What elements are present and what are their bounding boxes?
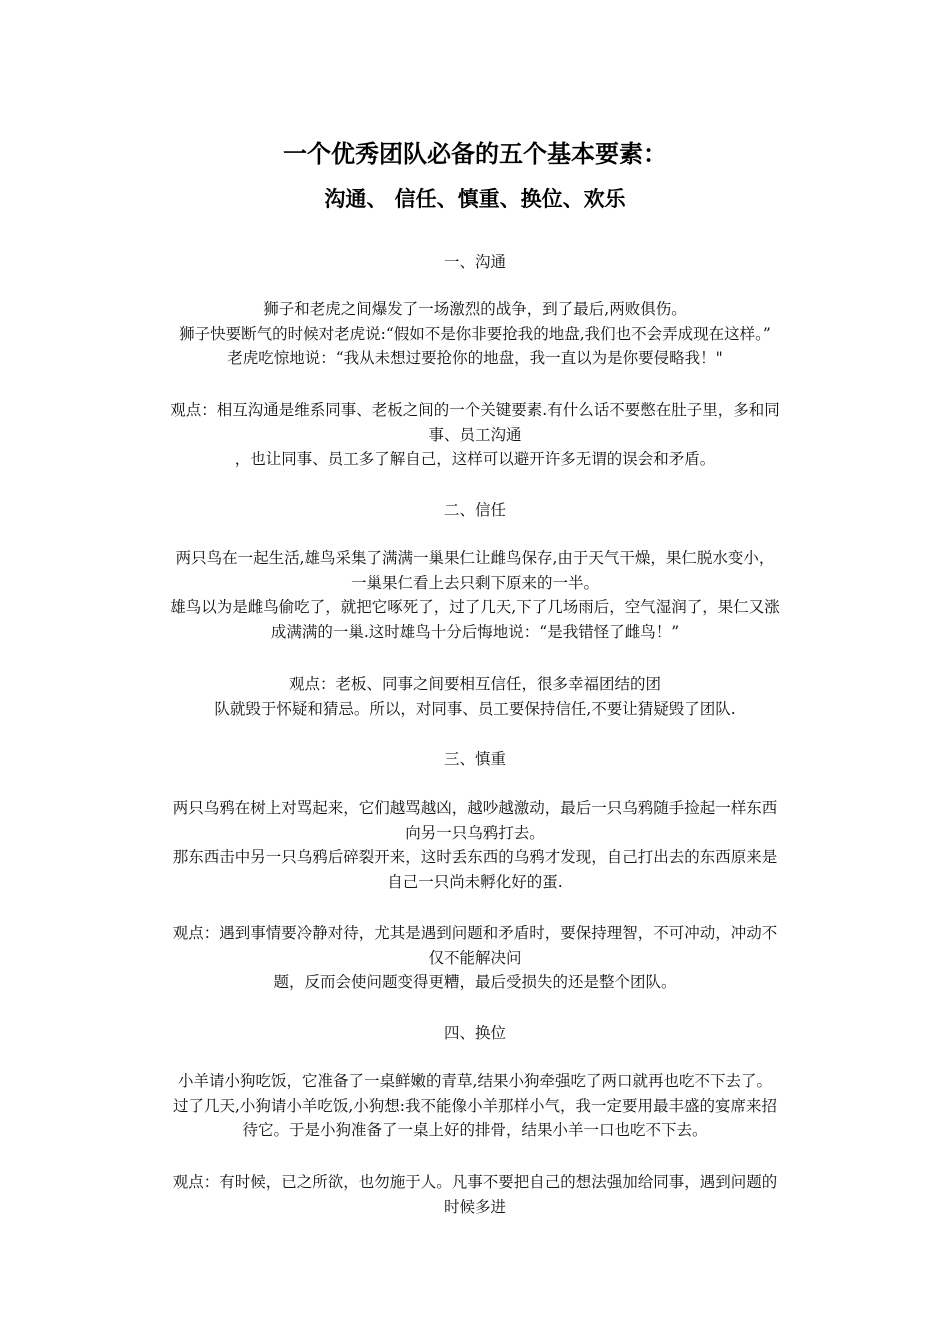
story-line: 两只乌鸦在树上对骂起来，它们越骂越凶，越吵越激动，最后一只乌鸦随手捡起一样东西 [172, 799, 778, 817]
section-heading-prudence: 三、慎重 [443, 750, 506, 768]
story-line: 向另一只乌鸦打去。 [405, 823, 545, 842]
section-story-communication [140, 297, 810, 371]
story-line: 一巢果仁看上去只剩下原来的一半。 [350, 573, 599, 592]
view-line: 观点：有时候，已之所欲，也勿施于人。凡事不要把自己的想法强加给同事，遇到问题的 [172, 1173, 778, 1191]
section-view-prudence [140, 921, 810, 995]
section-view-communication [140, 398, 810, 472]
section-heading-empathy: 四、换位 [443, 1024, 506, 1042]
story-line: 狮子快要断气的时候对老虎说:“假如不是你非要抢我的地盘,我们也不会弄成现在这样。” [179, 324, 771, 343]
page-subtitle: 沟通、 信任、慎重、换位、欢乐 [324, 187, 626, 211]
view-line: 仅不能解决问 [428, 948, 522, 967]
section-story-empathy [140, 1069, 810, 1143]
section-story-prudence [140, 796, 810, 894]
section-view-trust [140, 672, 810, 721]
view-line: 队就毁于怀疑和猜忌。所以，对同事、员工要保持信任,不要让猜疑毁了团队. [214, 699, 736, 718]
section-heading-communication: 一、沟通 [443, 253, 506, 271]
story-line: 过了几天,小狗请小羊吃饭,小狗想:我不能像小羊那样小气，我一定要用最丰盛的宴席来招 [172, 1096, 778, 1115]
story-line: 老虎吃惊地说：“我从未想过要抢你的地盘，我一直以为是你要侵略我！" [227, 349, 723, 367]
story-line: 成满满的一巢.这时雄鸟十分后悔地说：“是我错怪了雌鸟！” [270, 622, 680, 641]
view-line: 观点：相互沟通是维系同事、老板之间的一个关键要素.有什么话不要憋在肚子里，多和同 [170, 401, 780, 419]
story-line: 两只鸟在一起生活,雄鸟采集了满满一巢果仁让雌鸟保存,由于天气干燥，果仁脱水变小， [175, 549, 775, 567]
story-line: 自己一只尚未孵化好的蛋. [387, 872, 563, 891]
story-line: 那东西击中另一只乌鸦后碎裂开来，这时丢东西的乌鸦才发现，自己打出去的东西原来是 [172, 848, 778, 866]
section-view-empathy [140, 1170, 810, 1219]
story-line: 狮子和老虎之间爆发了一场激烈的战争，到了最后,两败俱伤。 [263, 300, 687, 318]
story-line: 待它。于是小狗准备了一桌上好的排骨，结果小羊一口也吃不下去。 [242, 1121, 708, 1139]
view-line: ，也让同事、员工多了解自己，这样可以避开许多无谓的误会和矛盾。 [234, 450, 716, 468]
view-line: 观点：遇到事情要冷静对待，尤其是遇到问题和矛盾时，要保持理智，不可冲动，冲动不 [172, 924, 778, 942]
section-story-trust [140, 546, 810, 644]
view-line: 观点：老板、同事之间要相互信任，很多幸福团结的团 [288, 675, 661, 693]
story-line: 雄鸟以为是雌鸟偷吃了，就把它啄死了，过了几天,下了几场雨后，空气湿润了，果仁又涨 [170, 598, 780, 616]
view-line: 事、员工沟通 [428, 425, 522, 444]
section-heading-trust: 二、信任 [443, 501, 506, 519]
page-title: 一个优秀团队必备的五个基本要素： [283, 140, 667, 168]
view-line: 时候多进 [443, 1197, 506, 1216]
view-line: 题，反而会使问题变得更糟，最后受损失的还是整个团队。 [273, 973, 677, 991]
story-line: 小羊请小狗吃饭，它准备了一桌鲜嫩的青草,结果小狗牵强吃了两口就再也吃不下去了。 [178, 1072, 772, 1090]
